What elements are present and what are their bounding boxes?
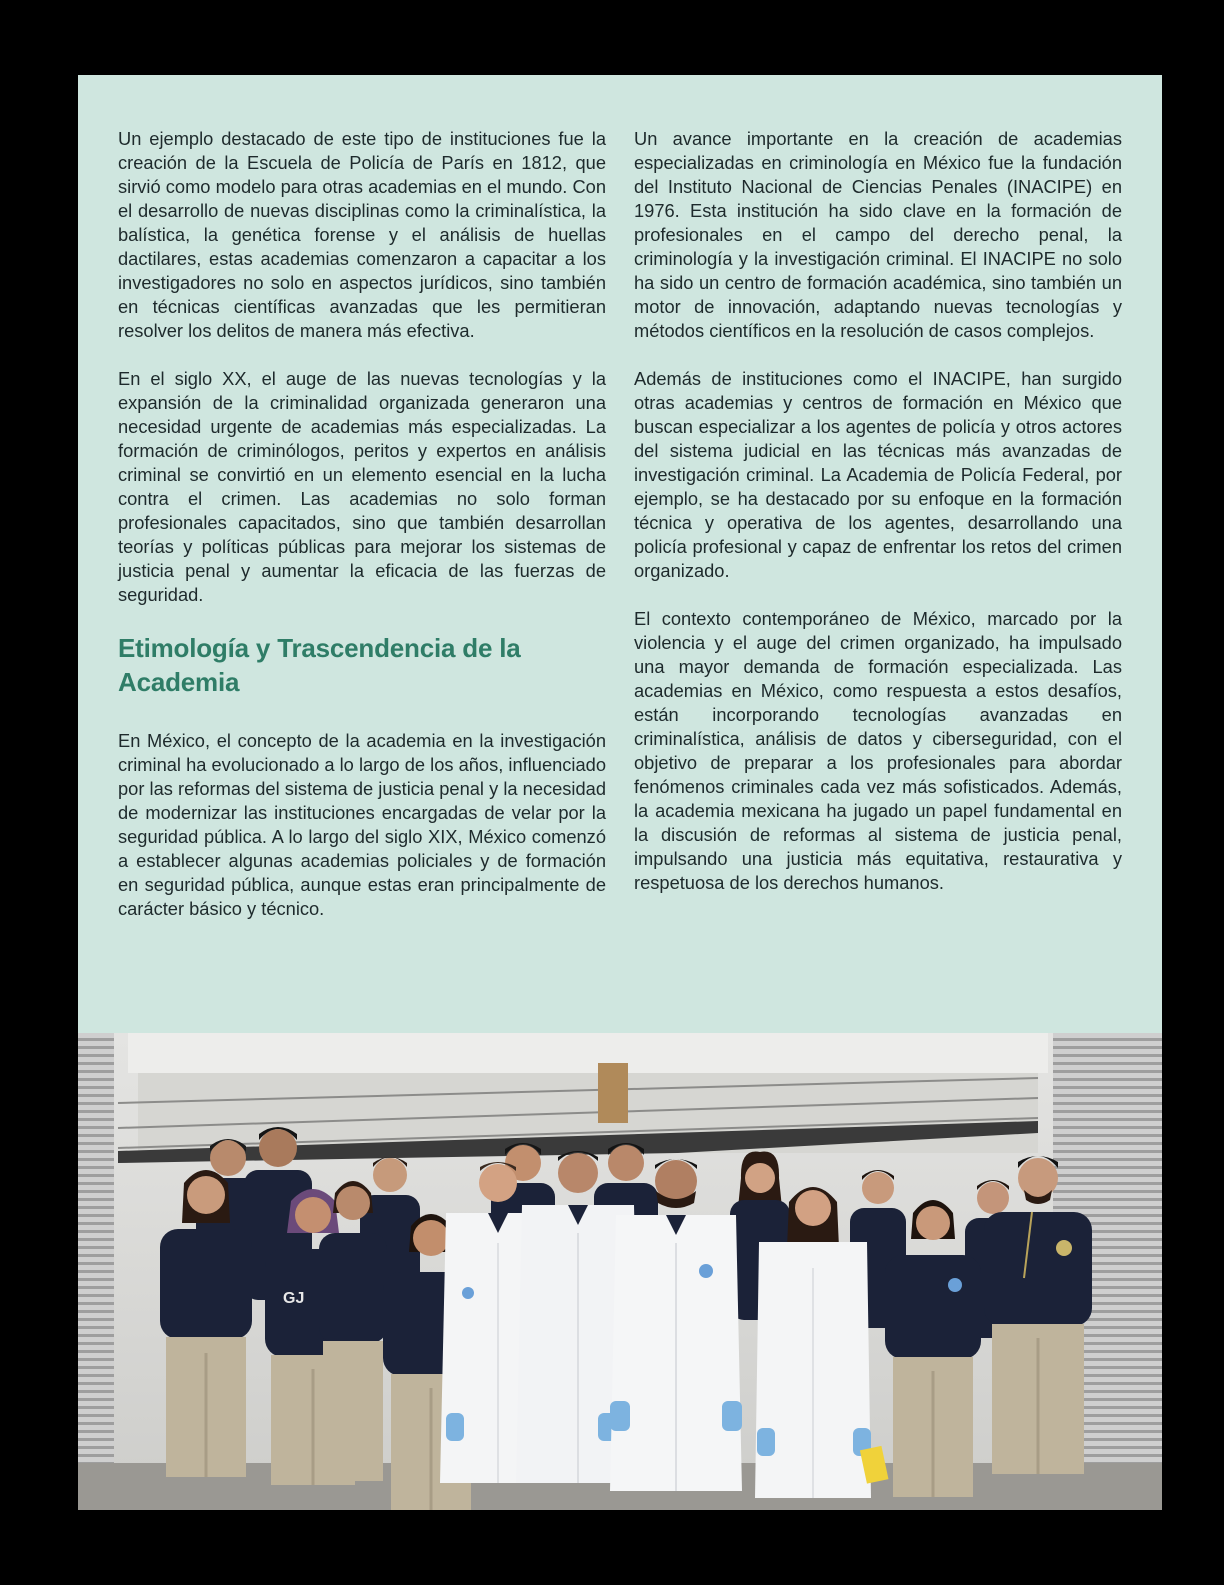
section-heading: Etimología y Trascendencia de la Academia (118, 633, 521, 697)
group-photo (78, 1033, 1162, 1510)
left-column (118, 127, 606, 1032)
right-paragraph-3: El contexto contemporáneo de México, marcado por la violencia y el auge del crimen organizado, ha impulsado una mayor demanda de formación especializada. Las academias en México, como respuesta a estos desafíos, están incorporando tecnologías avanzadas en criminalística, análisis de datos y ciberseguridad, con el objetivo de preparar a los profesionales para abordar fenómenos criminales cada vez más sofisticados. Además, la academia mexicana ha jugado un papel fundamental en la discusión de reformas al sistema de justicia penal, impulsando una justicia más equitativa, restaurativa y respetuosa de los derechos humanos. (634, 608, 1122, 893)
left-paragraph-1: Un ejemplo destacado de este tipo de instituciones fue la creación de la Escuela de Policía de París en 1812, que sirvió como modelo para otras academias en el mundo. Con el desarrollo de nuevas disciplinas como la criminalística, la balística, la genética forense y el análisis de huellas dactilares, estas academias comenzaron a capacitar a los investigadores no solo en aspectos jurídicos, sino también en técnicas científicas avanzadas que les permitieran resolver los delitos de manera más efectiva. (118, 128, 606, 341)
ceiling (128, 1033, 1048, 1073)
right-paragraph-1: Un avance importante en la creación de academias especializadas en criminología en México fue la fundación del Instituto Nacional de Ciencias Penales (INACIPE) en 1976. Esta institución ha sido clave en la formación de profesionales en el campo del derecho penal, la criminología y la investigación criminal. El INACIPE no solo ha sido un centro de formación académica, sino también un motor de innovación, adaptando nuevas tecnologías y métodos científicos en la resolución de casos complejos. (634, 128, 1122, 341)
right-paragraph-2: Además de instituciones como el INACIPE, han surgido otras academias y centros de formación en México que buscan especializar a los agentes de policía y otros actores del sistema judicial en las técnicas más avanzadas de investigación criminal. La Academia de Policía Federal, por ejemplo, se ha destacado por su enfoque en la formación técnica y operativa de los agentes, desarrollando una policía profesional y capaz de enfrentar los retos del crimen organizado. (634, 368, 1122, 581)
left-paragraph-3: En México, el concepto de la academia en la investigación criminal ha evolucionado a lo largo de los años, influenciado por las reformas del sistema de justicia penal y la necesidad de modernizar las instituciones encargadas de velar por la seguridad pública. A lo largo del siglo XIX, México comenzó a establecer algunas academias policiales y de formación en seguridad pública, aunque estas eran principalmente de carácter básico y técnico. (118, 730, 606, 919)
text-columns (118, 127, 1122, 1032)
group-photo-illustration (78, 1033, 1162, 1510)
door (598, 1063, 628, 1123)
page (78, 75, 1162, 1510)
back-print-text: GJ (283, 1290, 305, 1307)
left-paragraph-2: En el siglo XX, el auge de las nuevas tecnologías y la expansión de la criminalidad organizada generaron una necesidad urgente de academias más especializadas. La formación de criminólogos, peritos y expertos en análisis criminal se convirtió en un elemento esencial en la lucha contra el crimen. Las academias no solo forman profesionales capacitados, sino que también desarrollan teorías y políticas públicas para mejorar los sistemas de justicia penal y aumentar la eficacia de las fuerzas de seguridad. (118, 368, 606, 605)
left-shutter (78, 1033, 114, 1510)
right-column (634, 127, 1122, 1032)
